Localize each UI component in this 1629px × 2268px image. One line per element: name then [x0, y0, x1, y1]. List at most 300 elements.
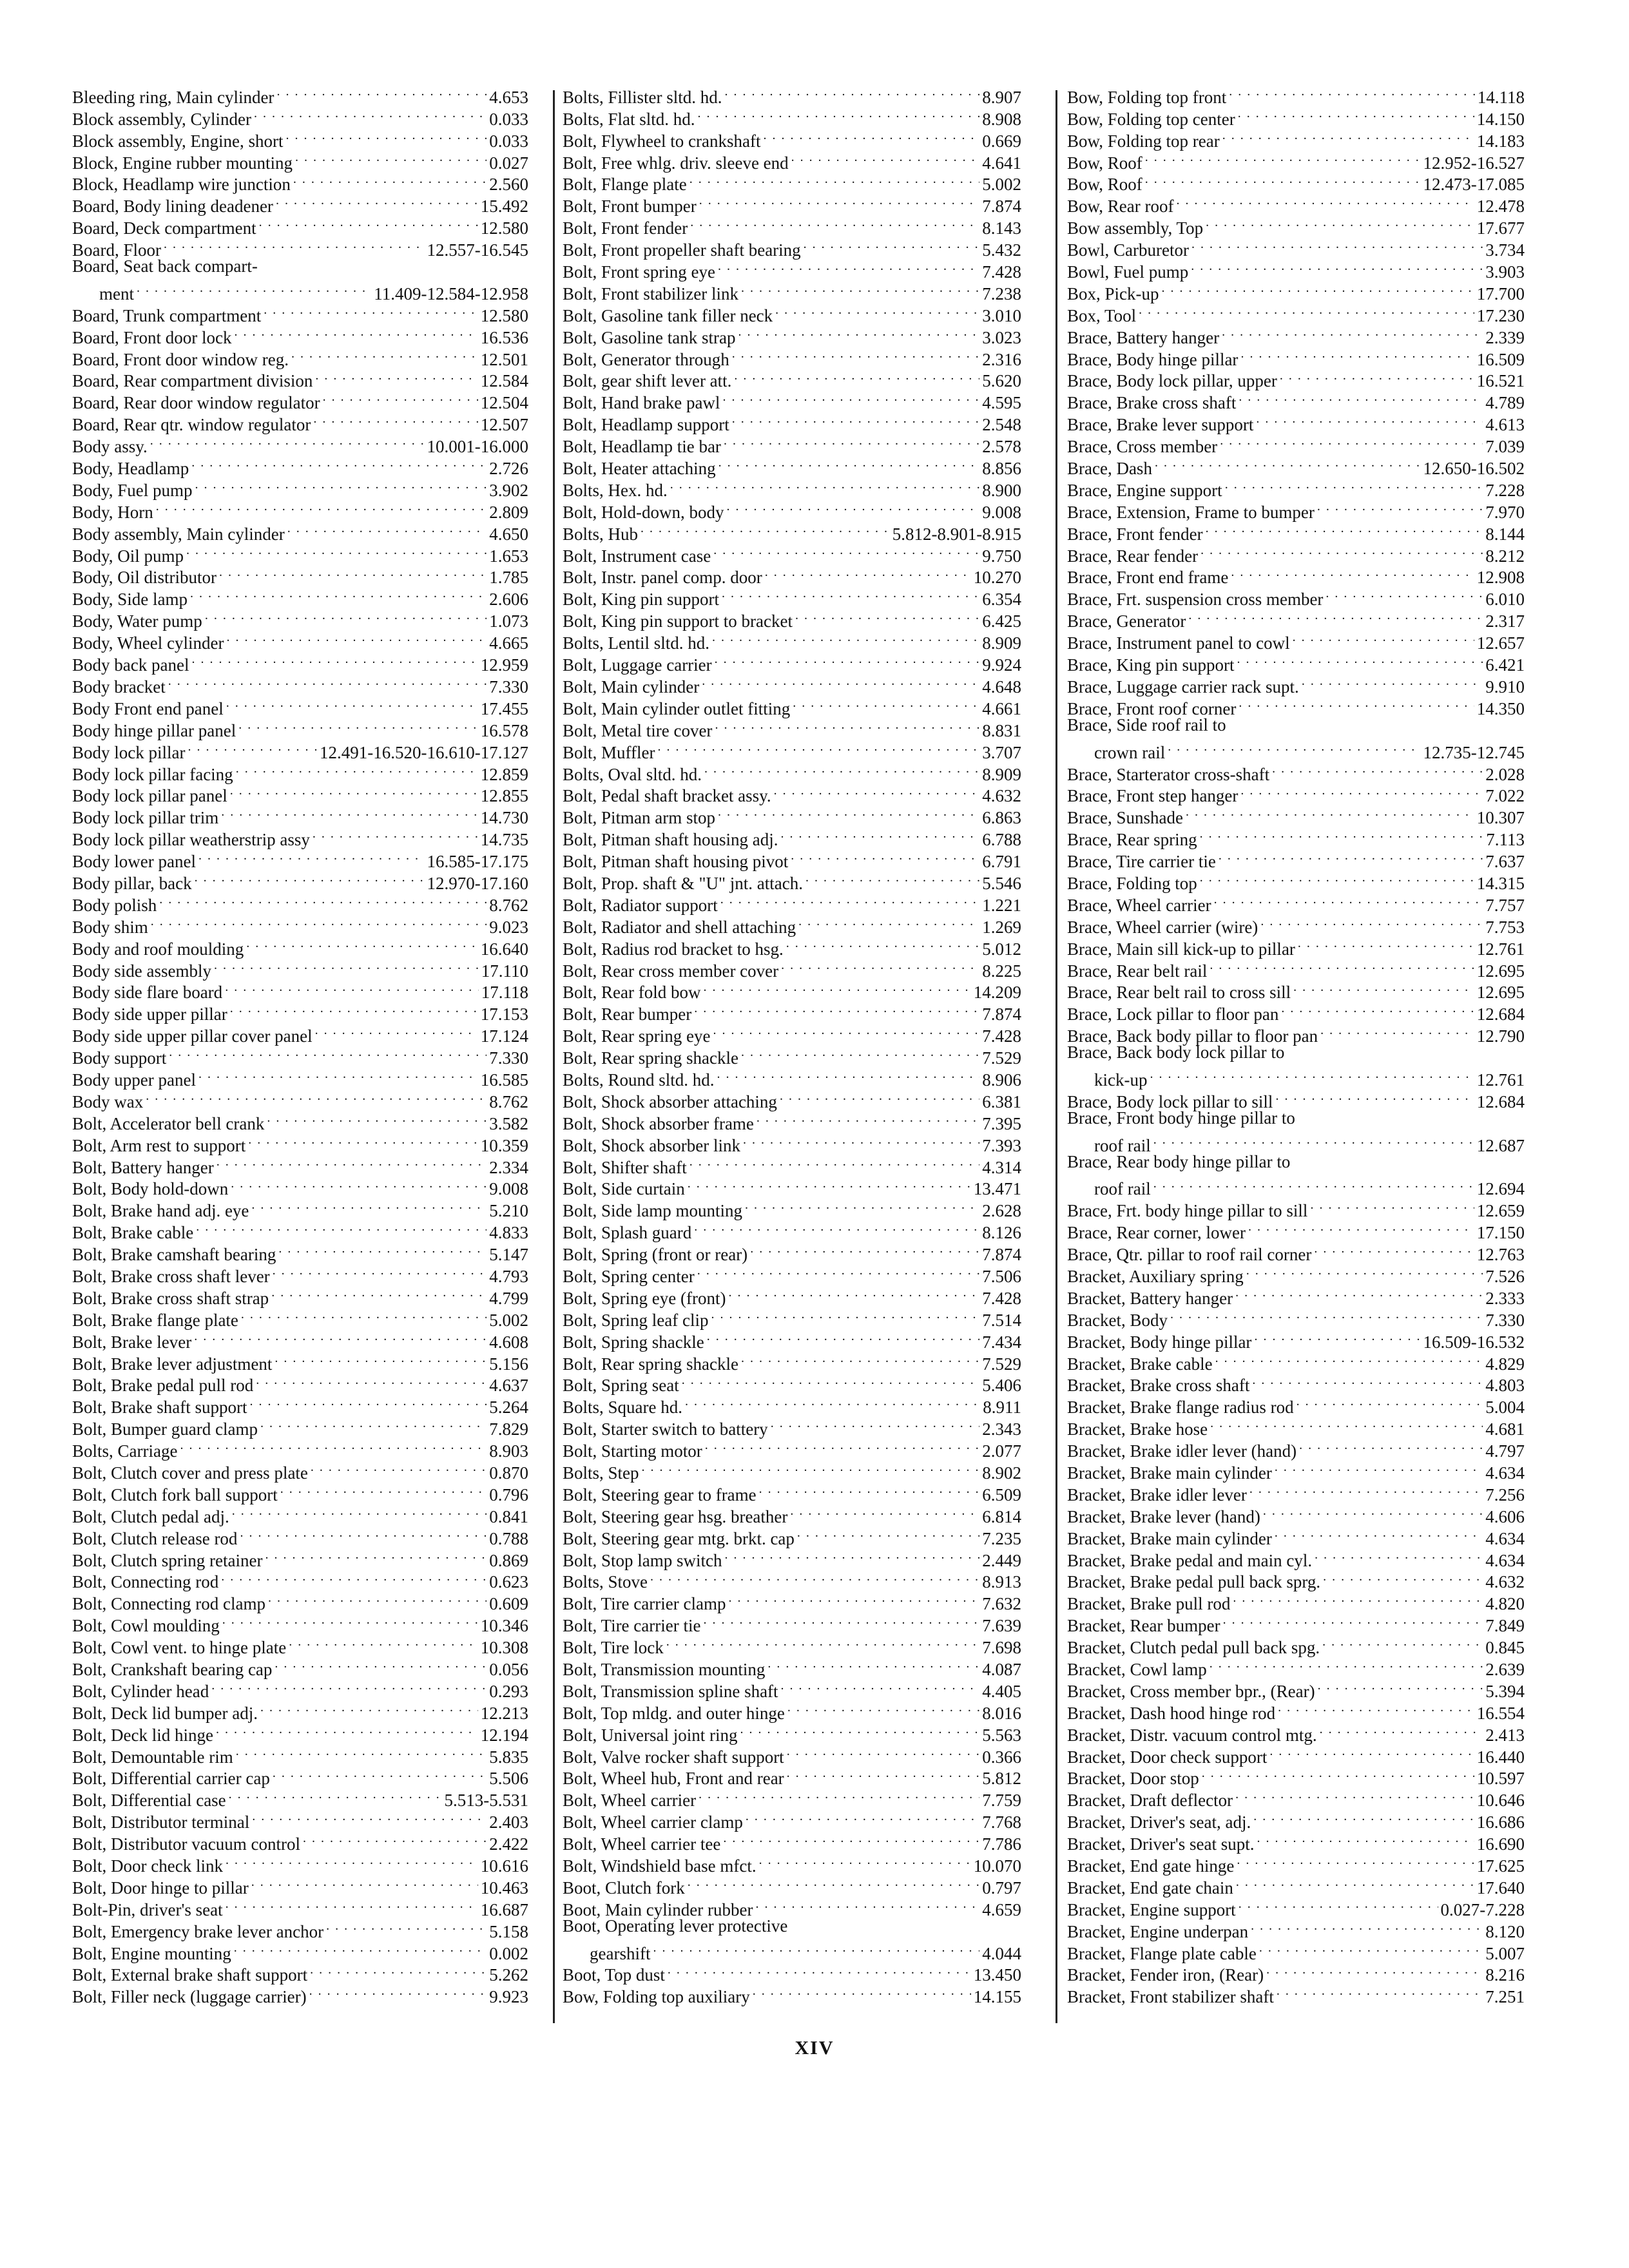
entry-page-ref: 8.126	[982, 1223, 1021, 1243]
dot-leader	[722, 387, 979, 408]
entry-page-ref: 9.023	[489, 917, 528, 937]
dot-leader	[221, 1566, 487, 1588]
dot-leader	[791, 845, 979, 867]
entry-page-ref: 2.317	[1485, 611, 1525, 631]
dot-leader	[790, 1501, 979, 1523]
dot-leader	[1236, 1872, 1474, 1894]
dot-leader	[260, 1413, 487, 1435]
entry-label: Brace, Instrument panel to cowl	[1067, 633, 1290, 653]
entry-label: Boot, Top dust	[563, 1965, 665, 1985]
dot-leader	[795, 605, 979, 627]
entry-page-ref: 12.684	[1476, 1004, 1525, 1024]
entry-page-ref: 12.761	[1476, 1070, 1525, 1090]
entry-page-ref: 12.959	[480, 655, 528, 675]
entry-label: Brace, Front roof corner	[1067, 698, 1237, 718]
dot-leader	[1145, 169, 1421, 191]
entry-label: Body side assembly	[72, 961, 211, 981]
entry-page-ref: 12.659	[1476, 1201, 1525, 1221]
entry-page-ref: 6.010	[1485, 590, 1525, 610]
dot-leader	[732, 408, 980, 430]
index-entry	[1067, 1151, 1525, 1173]
entry-label: Bolt, Body hold-down	[72, 1179, 229, 1199]
dot-leader	[226, 1850, 478, 1872]
dot-leader	[236, 758, 478, 780]
entry-label: Bolts, Lentil sltd. hd.	[563, 633, 710, 653]
dot-leader	[1155, 452, 1421, 474]
entry-page-ref: 4.650	[489, 524, 528, 544]
entry-page-ref: 5.432	[982, 240, 1021, 260]
entry-label: Bow, Folding top rear	[1067, 131, 1220, 151]
dot-leader	[285, 125, 487, 147]
dot-leader	[741, 1042, 979, 1064]
dot-leader	[757, 1108, 979, 1129]
entry-page-ref: 4.634	[1485, 1550, 1525, 1570]
dot-leader	[711, 1304, 979, 1326]
entry-label: Brace, Folding top	[1067, 873, 1197, 893]
entry-label: Board, Front door window reg.	[72, 349, 289, 369]
dot-leader	[690, 212, 979, 234]
dot-leader	[1320, 1719, 1483, 1741]
entry-page-ref: 12.507	[480, 415, 528, 435]
entry-page-ref: 5.394	[1485, 1681, 1525, 1701]
dot-leader	[1310, 1195, 1474, 1216]
entry-label: Bolt, Shock absorber link	[563, 1135, 740, 1155]
entry-page-ref: 17.110	[481, 961, 528, 981]
entry-label: Body lock pillar panel	[72, 786, 227, 806]
entry-label: Board, Rear compartment division	[72, 371, 313, 391]
dot-leader	[804, 234, 980, 256]
entry-label: Bolts, Carriage	[72, 1441, 178, 1461]
entry-label: Brace, Rear belt rail	[1067, 961, 1208, 981]
entry-page-ref: 14.118	[1477, 87, 1525, 107]
dot-leader	[1229, 81, 1474, 103]
dot-leader	[214, 955, 479, 977]
entry-label: Bracket, Engine support	[1067, 1899, 1236, 1919]
dot-leader	[713, 540, 979, 562]
dot-leader	[217, 1151, 487, 1173]
entry-label: Body, Horn	[72, 502, 153, 522]
dot-leader	[1202, 1763, 1474, 1785]
entry-page-ref: 4.608	[489, 1332, 528, 1352]
entry-page-ref: 4.613	[1485, 415, 1525, 435]
entry-label: Bolt, Cylinder head	[72, 1681, 209, 1701]
entry-page-ref: 17.640	[1476, 1878, 1525, 1898]
entry-page-ref: 12.970-17.160	[427, 873, 528, 893]
entry-page-ref: 12.695	[1476, 961, 1525, 981]
dot-leader	[251, 1195, 487, 1216]
entry-label: Body assy.	[72, 437, 148, 457]
entry-page-ref: 7.874	[982, 1004, 1021, 1024]
entry-page-ref: 7.330	[1485, 1310, 1525, 1330]
entry-label: Bracket, Fender iron, (Rear)	[1067, 1965, 1264, 1985]
entry-label: Bolt, Wheel carrier clamp	[563, 1812, 743, 1832]
dot-leader	[1240, 343, 1474, 365]
entry-page-ref: 0.293	[489, 1681, 528, 1701]
entry-label: Bracket, Brake main cylinder	[1067, 1463, 1272, 1483]
entry-page-ref: 12.584	[480, 371, 528, 391]
entry-label: Body pillar, back	[72, 873, 192, 893]
dot-leader	[211, 1675, 487, 1697]
dot-leader	[723, 1828, 979, 1850]
entry-label: Block, Headlamp wire junction	[72, 175, 291, 195]
entry-label: Bolt, Spring center	[563, 1266, 695, 1286]
entry-label: Bolt, Luggage carrier	[563, 655, 712, 675]
entry-label: Bolt, Shifter shaft	[563, 1157, 687, 1177]
entry-label: Board, Trunk compartment	[72, 305, 262, 325]
dot-leader	[715, 715, 979, 736]
dot-leader	[689, 1151, 980, 1173]
entry-page-ref: 4.829	[1485, 1354, 1525, 1374]
dot-leader	[1266, 1959, 1483, 1981]
entry-label: Bolt, Spring shackle	[563, 1332, 704, 1352]
dot-leader	[251, 1872, 478, 1894]
entry-page-ref: 2.449	[982, 1550, 1021, 1570]
entry-page-ref: 12.908	[1476, 568, 1525, 588]
entry-label: Bracket, Brake cable	[1067, 1354, 1213, 1374]
dot-leader	[1240, 780, 1483, 802]
entry-page-ref: 8.856	[982, 459, 1021, 479]
entry-label: Brace, King pin support	[1067, 655, 1235, 675]
entry-label: Brace, Lock pillar to floor pan	[1067, 1004, 1279, 1024]
entry-page-ref: 1.653	[489, 546, 528, 566]
index-entry	[563, 81, 1021, 107]
entry-page-ref: 0.869	[489, 1550, 528, 1570]
entry-label: Bolt, Transmission mounting	[563, 1660, 766, 1680]
entry-label: Bolt, Radiator support	[563, 895, 718, 915]
entry-label: Bolt, Brake lever adjustment	[72, 1354, 273, 1374]
entry-label: Brace, Rear fender	[1067, 546, 1199, 566]
entry-page-ref: 4.820	[1485, 1594, 1525, 1614]
dot-leader	[264, 300, 478, 322]
entry-label: Brace, Qtr. pillar to roof rail corner	[1067, 1245, 1312, 1265]
entry-page-ref: 2.578	[982, 437, 1021, 457]
entry-page-ref: 0.609	[489, 1594, 528, 1614]
entry-page-ref: 6.425	[982, 611, 1021, 631]
dot-leader	[658, 736, 980, 758]
entry-page-ref: 7.526	[1485, 1266, 1525, 1286]
entry-page-ref: 0.027-7.228	[1440, 1899, 1525, 1919]
dot-leader	[685, 1391, 980, 1413]
entry-label: Bracket, End gate hinge	[1067, 1856, 1235, 1876]
dot-leader	[707, 1326, 980, 1348]
entry-page-ref: 4.314	[982, 1157, 1021, 1177]
entry-page-ref: 4.665	[489, 633, 528, 653]
entry-label: Bolt, Top mldg. and outer hinge	[563, 1703, 785, 1723]
entry-page-ref: 8.225	[982, 961, 1021, 981]
entry-label: Bolt, Wheel carrier tee	[563, 1834, 721, 1854]
entry-label: Brace, Frt. suspension cross member	[1067, 590, 1324, 610]
entry-label: Bracket, Brake idler lever (hand)	[1067, 1441, 1297, 1461]
dot-leader	[1168, 736, 1420, 758]
dot-leader	[1176, 190, 1474, 212]
entry-page-ref: 4.632	[982, 786, 1021, 806]
dot-leader	[774, 780, 980, 802]
entry-page-ref: 12.763	[1476, 1245, 1525, 1265]
dot-leader	[1235, 1282, 1483, 1304]
index-entry	[1067, 1173, 1525, 1199]
dot-leader	[688, 1872, 980, 1894]
entry-label: Bolt, Spring seat	[563, 1376, 679, 1396]
dot-leader	[650, 1566, 979, 1588]
entry-page-ref: 5.506	[489, 1769, 528, 1789]
entry-label: Bracket, Cross member bpr., (Rear)	[1067, 1681, 1315, 1701]
entry-page-ref: 0.033	[489, 109, 528, 129]
entry-page-ref: 4.799	[489, 1288, 528, 1308]
entry-label: Bracket, Brake pedal pull back sprg.	[1067, 1572, 1321, 1592]
dot-leader	[718, 256, 979, 278]
index-entry	[1067, 1064, 1525, 1090]
index-entry	[1067, 1129, 1525, 1155]
entry-page-ref: 8.762	[489, 1091, 528, 1111]
dot-leader	[229, 1784, 442, 1806]
entry-label: Board, Body lining deadener	[72, 197, 273, 216]
dot-leader	[791, 147, 980, 169]
dot-leader	[1299, 1435, 1483, 1457]
entry-page-ref: 5.002	[489, 1310, 528, 1330]
entry-page-ref: 7.228	[1485, 480, 1525, 500]
dot-leader	[805, 867, 979, 889]
entry-page-ref: 0.788	[489, 1528, 528, 1548]
dot-leader	[743, 1129, 979, 1151]
dot-leader	[219, 562, 487, 584]
entry-page-ref: 4.606	[1485, 1506, 1525, 1526]
dot-leader	[1263, 1501, 1483, 1523]
entry-label: Brace, Dash	[1067, 459, 1152, 479]
dot-leader	[159, 889, 487, 911]
entry-label: Bolt, Steering gear to frame	[563, 1485, 757, 1504]
entry-label: Brace, Battery hanger	[1067, 327, 1220, 347]
dot-leader	[1225, 474, 1483, 496]
entry-label: Brace, Back body lock pillar to	[1067, 1043, 1285, 1062]
entry-label: Brace, Rear spring	[1067, 830, 1197, 850]
entry-label: Bow, Rear roof	[1067, 197, 1174, 216]
entry-label: Bracket, End gate chain	[1067, 1878, 1233, 1898]
entry-page-ref: 13.450	[973, 1965, 1021, 1985]
entry-page-ref: 7.698	[982, 1638, 1021, 1658]
entry-label: Brace, Main sill kick-up to pillar	[1067, 939, 1295, 959]
entry-label: kick-up	[1094, 1070, 1148, 1090]
entry-page-ref: 15.492	[480, 197, 528, 216]
entry-page-ref: 7.434	[982, 1332, 1021, 1352]
dot-leader	[713, 1020, 979, 1042]
dot-leader	[718, 802, 979, 823]
entry-page-ref: 16.440	[1476, 1747, 1525, 1767]
entry-label: Bolt, Transmission spline shaft	[563, 1681, 778, 1701]
column-divider	[553, 90, 555, 2023]
index-entry	[72, 81, 528, 107]
entry-label: Bracket, Brake hose	[1067, 1419, 1208, 1439]
index-entry	[72, 300, 528, 325]
entry-page-ref: 5.264	[489, 1398, 528, 1418]
entry-page-ref: 16.686	[1476, 1812, 1525, 1832]
dot-leader	[221, 802, 478, 823]
entry-label: Bracket, Engine underpan	[1067, 1921, 1249, 1941]
dot-leader	[1150, 1064, 1474, 1086]
entry-page-ref: 10.307	[1476, 808, 1525, 828]
entry-page-ref: 7.759	[982, 1791, 1021, 1811]
index-column-2	[563, 81, 1021, 2007]
entry-label: Bolts, Fillister sltd. hd.	[563, 87, 722, 107]
entry-label: Bolt, Brake cable	[72, 1223, 194, 1243]
entry-label: Bolt, Brake cross shaft lever	[72, 1266, 270, 1286]
dot-leader	[313, 823, 478, 845]
entry-label: Bolt, Cowl vent. to hinge plate	[72, 1638, 287, 1658]
entry-page-ref: 14.150	[1476, 109, 1525, 129]
entry-page-ref: 5.406	[982, 1376, 1021, 1396]
entry-page-ref: 4.648	[982, 677, 1021, 697]
entry-page-ref: 4.087	[982, 1660, 1021, 1680]
dot-leader	[1191, 256, 1483, 278]
entry-label: Bow, Folding top auxiliary	[563, 1987, 750, 2007]
dot-leader	[275, 1348, 487, 1370]
entry-label: Bolt, Clutch pedal adj.	[72, 1506, 229, 1526]
entry-page-ref: 0.797	[982, 1878, 1021, 1898]
dot-leader	[1320, 1020, 1474, 1042]
entry-page-ref: 8.144	[1485, 524, 1525, 544]
dot-leader	[1260, 911, 1483, 933]
entry-page-ref: 17.118	[481, 983, 528, 1003]
entry-label: Body lower panel	[72, 852, 196, 872]
dot-leader	[309, 1981, 487, 2003]
entry-page-ref: 16.687	[480, 1899, 528, 1919]
dot-leader	[703, 1610, 979, 1631]
entry-label: Board, Rear qtr. window regulator	[72, 415, 311, 435]
entry-label: Bolt, Cowl moulding	[72, 1616, 220, 1636]
entry-page-ref: 7.757	[1485, 895, 1525, 915]
entry-label: Bolt, Door check link	[72, 1856, 223, 1876]
entry-page-ref: 4.632	[1485, 1572, 1525, 1592]
dot-leader	[1170, 1304, 1483, 1326]
entry-page-ref: 7.235	[982, 1528, 1021, 1548]
entry-label: Block assembly, Cylinder	[72, 109, 251, 129]
dot-leader	[259, 212, 478, 234]
dot-leader	[240, 1523, 487, 1544]
entry-page-ref: 7.874	[982, 197, 1021, 216]
dot-leader	[1206, 212, 1474, 234]
entry-label: Bolt, Free whlg. driv. sleeve end	[563, 153, 789, 173]
entry-page-ref: 14.730	[480, 808, 528, 828]
entry-label: Bolt, Brake camshaft bearing	[72, 1245, 276, 1265]
entry-label: Bracket, Body	[1067, 1310, 1168, 1330]
entry-page-ref: 7.113	[1486, 830, 1525, 850]
entry-label: Bolt, Engine mounting	[72, 1943, 231, 1963]
entry-label: Brace, Engine support	[1067, 480, 1222, 500]
entry-label: roof rail	[1094, 1179, 1151, 1199]
entry-page-ref: 0.841	[489, 1506, 528, 1526]
dot-leader	[254, 103, 487, 125]
entry-page-ref: 13.471	[973, 1179, 1021, 1199]
entry-label: Brace, Rear belt rail to cross sill	[1067, 983, 1291, 1003]
entry-page-ref: 3.707	[982, 742, 1021, 762]
entry-page-ref: 3.734	[1485, 240, 1525, 260]
dot-leader	[780, 1086, 979, 1108]
entry-page-ref: 16.536	[480, 327, 528, 347]
entry-label: Bracket, Body hinge pillar	[1067, 1332, 1252, 1352]
entry-page-ref: 6.863	[982, 808, 1021, 828]
dot-leader	[1210, 1413, 1483, 1435]
entry-label: Bolt, Brake shaft support	[72, 1398, 247, 1418]
dot-leader	[1162, 278, 1474, 300]
index-column-1	[72, 81, 528, 2007]
entry-page-ref: 17.625	[1476, 1856, 1525, 1876]
dot-leader	[705, 1435, 979, 1457]
dot-leader	[326, 1916, 487, 1937]
entry-page-ref: 12.580	[480, 305, 528, 325]
entry-page-ref: 4.637	[489, 1376, 528, 1396]
dot-leader	[1315, 1544, 1483, 1566]
entry-page-ref: 7.428	[982, 262, 1021, 282]
entry-page-ref: 12.194	[480, 1725, 528, 1745]
entry-page-ref: 8.831	[982, 720, 1021, 740]
entry-page-ref: 5.546	[982, 873, 1021, 893]
entry-page-ref: 4.833	[489, 1223, 528, 1243]
entry-page-ref: 7.529	[982, 1048, 1021, 1068]
dot-leader	[194, 1326, 487, 1348]
entry-page-ref: 2.606	[489, 590, 528, 610]
dot-leader	[753, 1981, 971, 2003]
entry-label: Bolts, Square hd.	[563, 1398, 682, 1418]
entry-label: Bolt, Connecting rod clamp	[72, 1594, 265, 1614]
dot-leader	[704, 758, 979, 780]
dot-leader	[1302, 671, 1483, 693]
dot-leader	[1219, 845, 1483, 867]
entry-page-ref: 8.900	[982, 480, 1021, 500]
entry-label: Bolt, Arm rest to support	[72, 1135, 246, 1155]
dot-leader	[787, 1763, 980, 1785]
dot-leader	[1206, 518, 1483, 540]
entry-label: Bolt, Spring (front or rear)	[563, 1245, 748, 1265]
entry-label: Body, Side lamp	[72, 590, 188, 610]
entry-label: Bracket, Brake lever (hand)	[1067, 1506, 1260, 1526]
entry-label: Brace, Starterator cross-shaft	[1067, 764, 1270, 784]
entry-label: Bracket, Door check support	[1067, 1747, 1268, 1767]
entry-label: Bolt, Flywheel to crankshaft	[563, 131, 761, 151]
dot-leader	[295, 147, 487, 169]
dot-leader	[151, 911, 487, 933]
entry-page-ref: 16.578	[480, 720, 528, 740]
entry-label: Boot, Main cylinder rubber	[563, 1899, 753, 1919]
entry-label: Bolt, Instrument case	[563, 546, 711, 566]
entry-label: Bolt, Radiator and shell attaching	[563, 917, 796, 937]
entry-page-ref: 7.768	[982, 1812, 1021, 1832]
entry-page-ref: 5.147	[489, 1245, 528, 1265]
dot-leader	[226, 1894, 478, 1916]
entry-page-ref: 1.073	[489, 611, 528, 631]
dot-leader	[728, 1588, 979, 1610]
entry-label: Bolt, Front fender	[563, 218, 688, 238]
entry-label: Bow, Folding top front	[1067, 87, 1227, 107]
entry-label: Body side upper pillar	[72, 1004, 227, 1024]
entry-label: Bracket, Cowl lamp	[1067, 1660, 1207, 1680]
column-divider	[1055, 90, 1057, 2023]
index-entry	[1067, 736, 1525, 762]
entry-label: Brace, Sunshade	[1067, 808, 1183, 828]
entry-page-ref: 14.183	[1476, 131, 1525, 151]
entry-page-ref: 5.158	[489, 1921, 528, 1941]
dot-leader	[291, 343, 478, 365]
entry-page-ref: 4.634	[1485, 1463, 1525, 1483]
dot-leader	[1200, 540, 1483, 562]
entry-page-ref: 6.509	[982, 1485, 1021, 1504]
entry-label: Brace, Generator	[1067, 611, 1186, 631]
dot-leader	[1239, 387, 1483, 408]
entry-page-ref: 7.393	[982, 1135, 1021, 1155]
entry-page-ref: 17.677	[1476, 218, 1525, 238]
entry-label: Bolt, Main cylinder	[563, 677, 700, 697]
entry-page-ref: 14.735	[480, 830, 528, 850]
entry-label: Bolt, Crankshaft bearing cap	[72, 1660, 273, 1680]
entry-page-ref: 7.639	[982, 1616, 1021, 1636]
